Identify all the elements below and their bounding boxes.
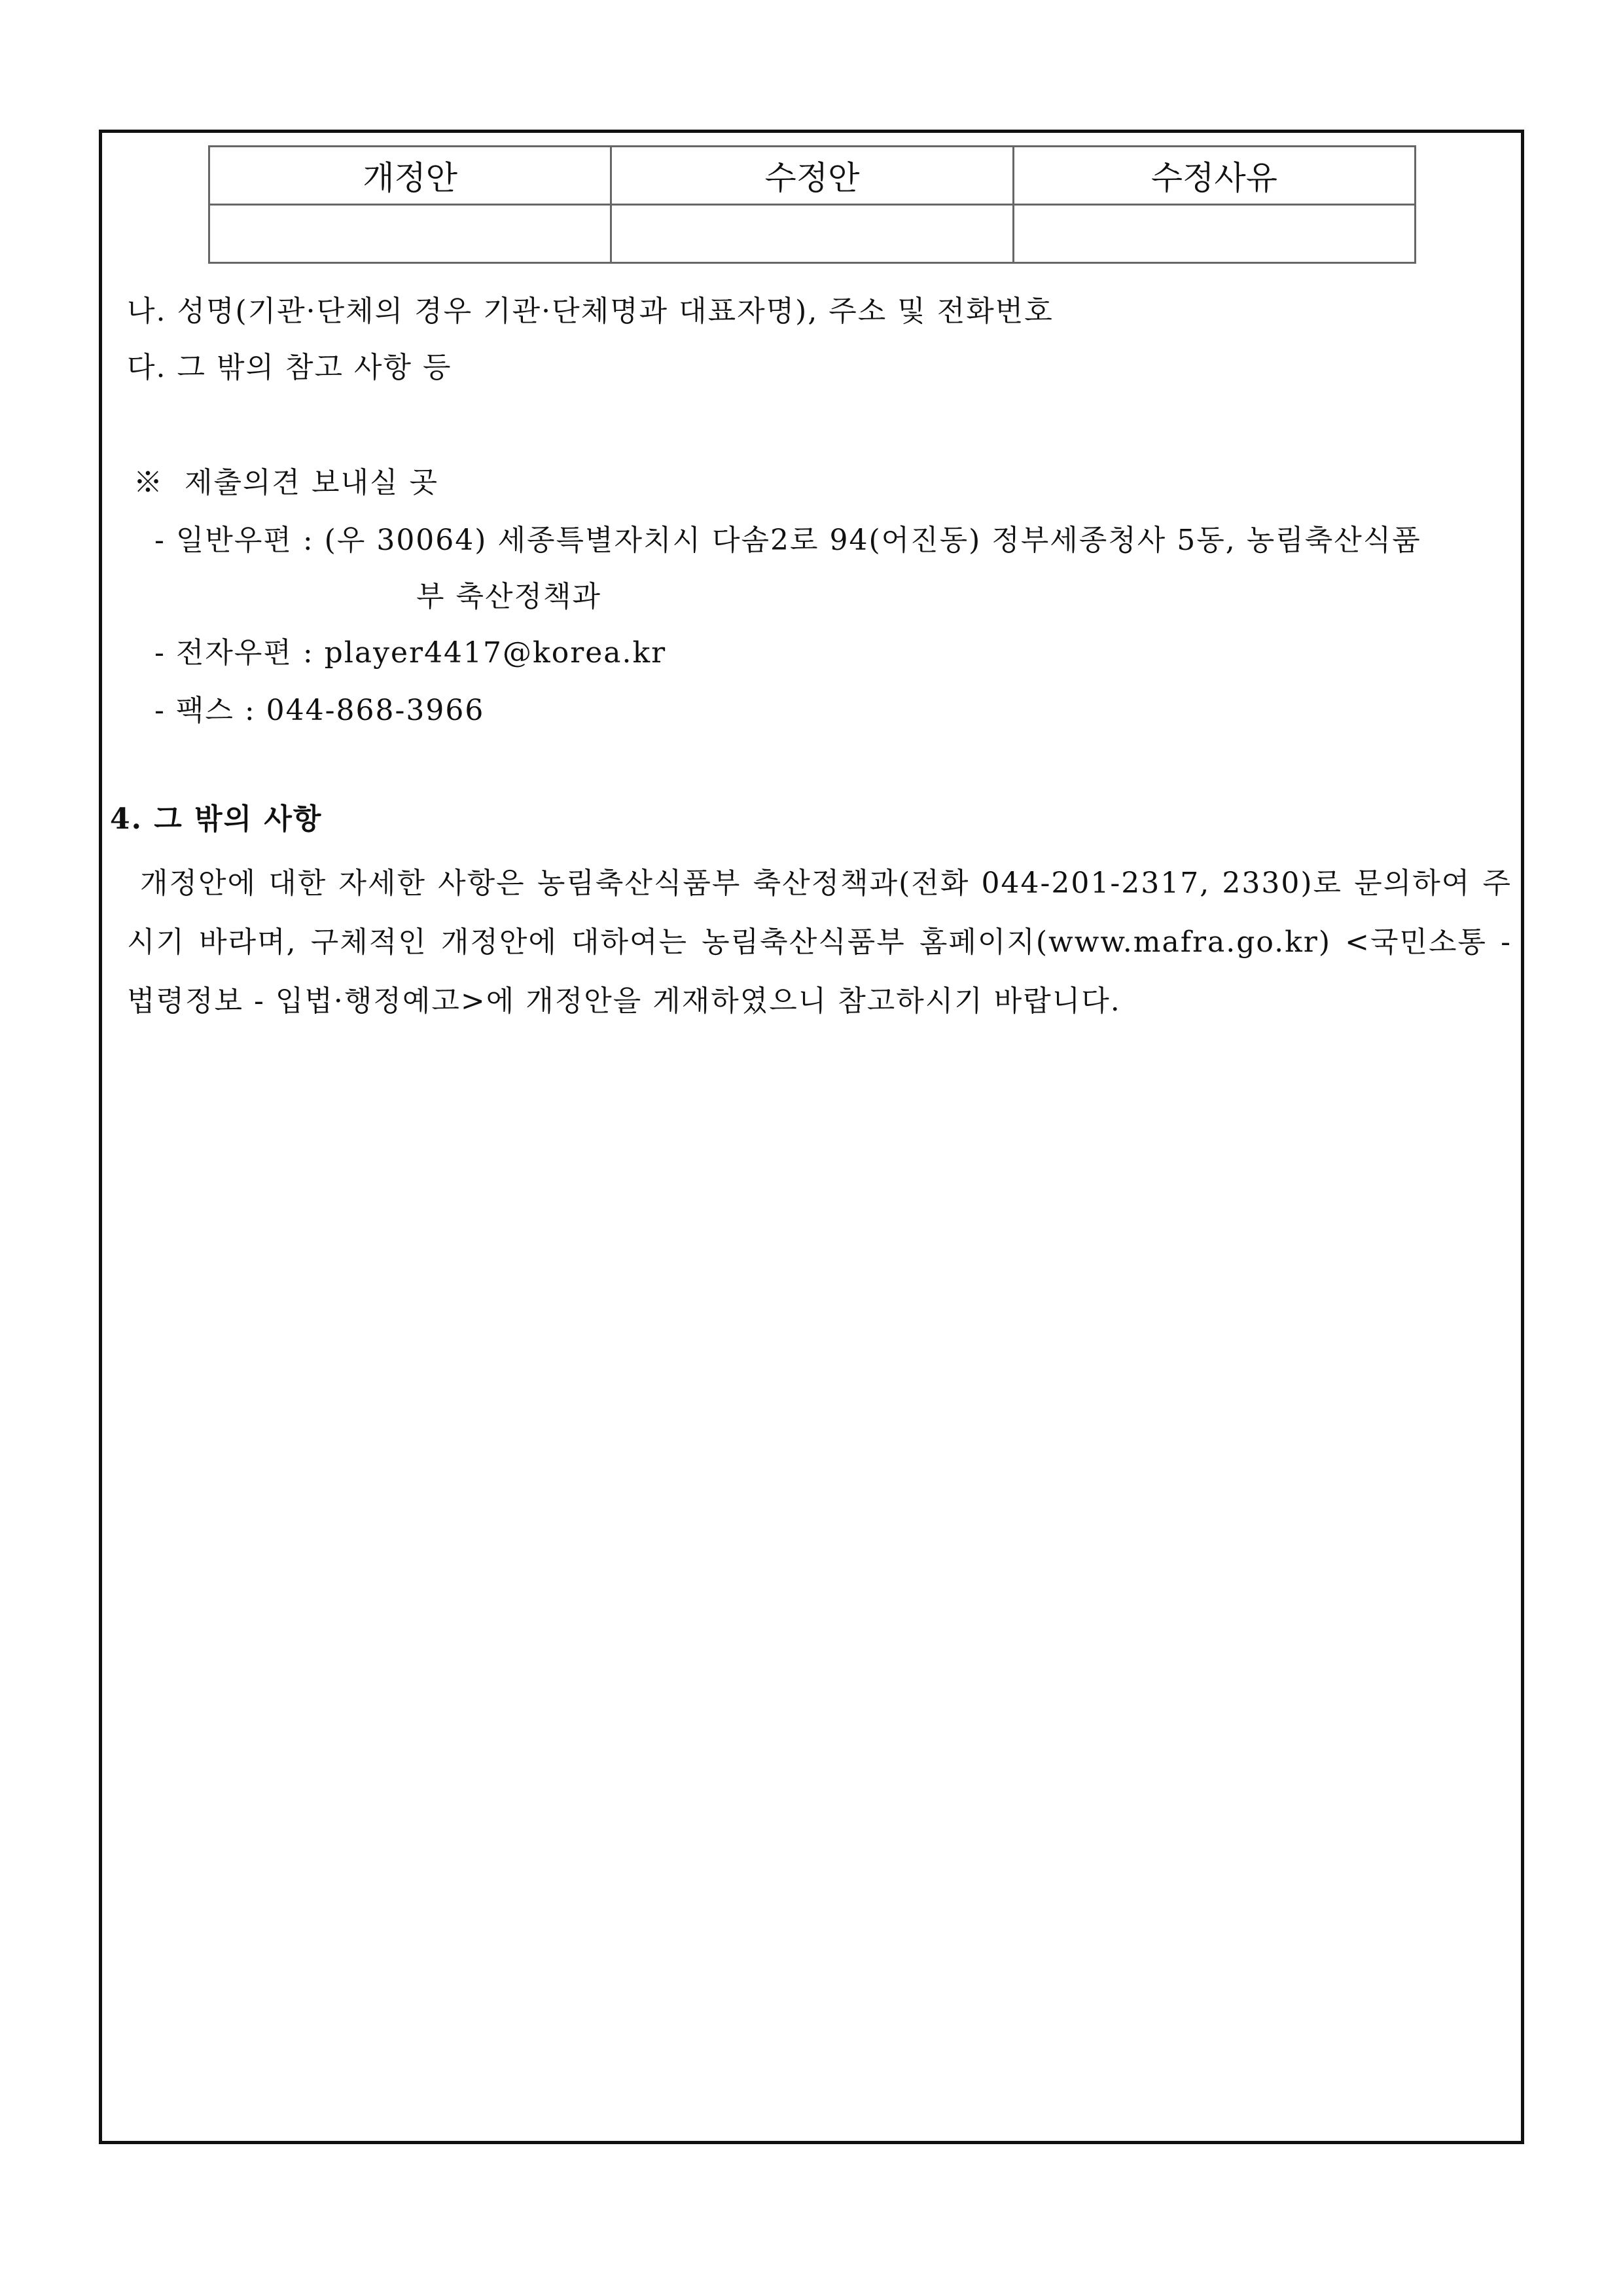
revision-table (208, 145, 1416, 264)
submission-mail-line2: 부 축산정책과 (416, 580, 602, 613)
header-revision: 수정안 (611, 147, 1013, 205)
table-row (209, 205, 1416, 263)
section4-paragraph: 개정안에 대한 자세한 사항은 농림축산식품부 축산정책과(전화 044-201-2317, 2330)로 문의하여 주시기 바라며, 구체적인 개정안에 대하여는 농림축산식품부 홈페이지(www.mafra.go.kr) <국민소통 - 법령정보 - 입법·행정예고>에 개정안을 게재하였으니 참고하시기 바랍니다. (127, 867, 1512, 1018)
table-cell-proposal (209, 205, 611, 263)
item-da: 다. 그 밖의 참고 사항 등 (127, 351, 452, 384)
submission-mail-line1: - 일반우편 : (우 30064) 세종특별자치시 다솜2로 94(어진동) 정부세종청사 5동, 농림축산식품 (154, 524, 1421, 557)
table-cell-revision (611, 205, 1013, 263)
page-border (99, 130, 1524, 2144)
submission-title: ※ 제출의견 보내실 곳 (134, 466, 438, 499)
header-proposal: 개정안 (209, 147, 611, 205)
item-na: 나. 성명(기관·단체의 경우 기관·단체명과 대표자명), 주소 및 전화번호 (127, 295, 1054, 328)
table-header-row (209, 147, 1416, 205)
submission-fax: - 팩스 : 044-868-3966 (154, 694, 485, 727)
table-cell-reason (1013, 205, 1415, 263)
header-reason: 수정사유 (1013, 147, 1415, 205)
section4-heading: 4. 그 밖의 사항 (110, 802, 323, 836)
submission-email: - 전자우편 : player4417@korea.kr (154, 636, 667, 670)
